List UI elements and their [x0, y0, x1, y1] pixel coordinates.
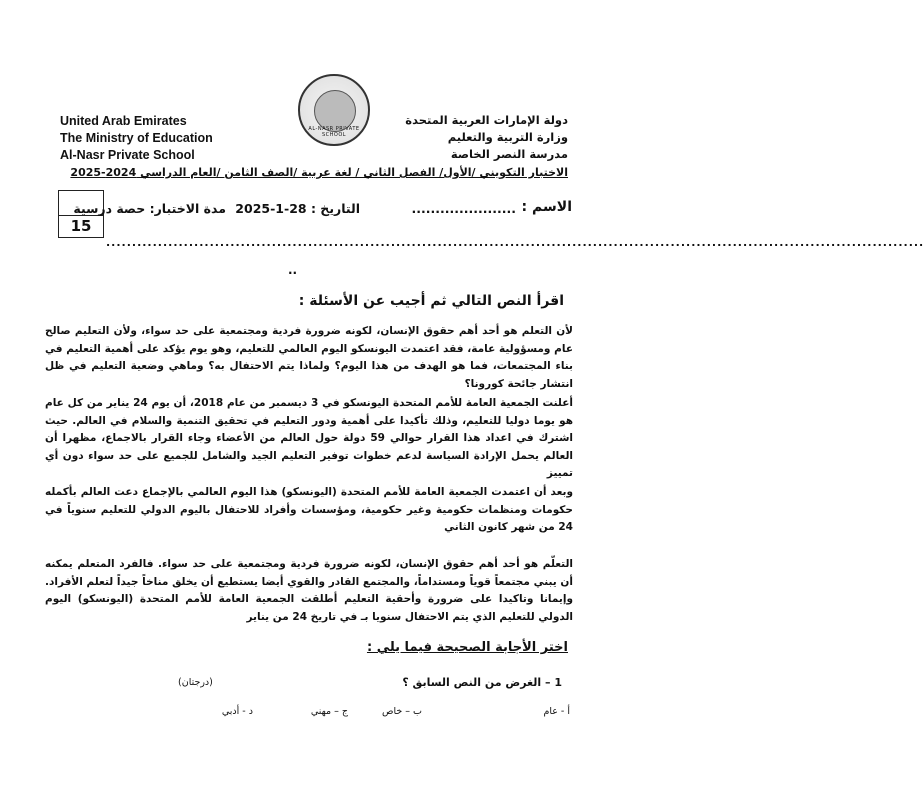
question-1: 1 – الغرض من النص السابق ؟	[402, 676, 562, 689]
reading-instruction: اقرأ النص التالي ثم أجيب عن الأسئلة :	[298, 293, 564, 309]
header-ar-ministry: وزارة التربية والتعليم	[447, 130, 568, 144]
header-ar-school: مدرسة النصر الخاصة	[450, 147, 568, 161]
paragraph-4: التعلّم هو أحد أهم حقوق الإنسان، لكونه ضرورة فردية ومجتمعية على حد سواء. فالفرد المتعلم يمكنه أن يبني مجتمعاً قوياً ومستداماً، والمجتمع القادر والقوي أيضا يستطيع أن يخلق مناخاً جيداً لتعلم الأفراد. وإيمانا وتاكيدا على ضرورة وأحقية التعليم أطلقت الجمعية العامة للأمم المتحدة (اليونسكو) اليوم الدولي للتعليم الذي يتم الاحتفال سنويا بـ في تاريخ 24 من يناير	[45, 558, 573, 623]
paragraph-3: وبعد أن اعتمدت الجمعية العامة للأمم المتحدة (اليونسكو) هذا اليوم العالمي بالإجماع دعت العالم بأكمله حكومات ومنظمات حكومية وغير حكومية، ومؤسسات وأفراد للاحتفال باليوم الدولي للتعليم سنوياً في 24 من شهر كانون الثاني	[45, 486, 573, 533]
option-c: ج – مهني	[310, 706, 348, 717]
duration-label: مدة الاختبار: حصة درسية	[73, 201, 226, 216]
exam-title: الاختبار التكويني /الأول/ الفصل الثاني / لغة عربية /الصف الثامن /العام الدراسي 2024-2025	[70, 166, 568, 179]
option-d: د - أدبي	[221, 706, 253, 717]
question-1-marks: (درجتان)	[178, 677, 213, 688]
date-label: التاريخ : 28-1-2025	[235, 201, 360, 216]
header-en-ministry: The Ministry of Education	[60, 131, 213, 145]
header-en-school: Al-Nasr Private School	[60, 148, 195, 162]
score-value: 15	[70, 217, 92, 235]
dotted-line: ..............................................................................................................................................................	[106, 236, 924, 249]
option-b: ب – خاص	[382, 706, 422, 717]
dotted-short: ..	[288, 263, 298, 277]
paragraph-2: أعلنت الجمعية العامة للأمم المتحدة اليونسكو في 3 ديسمبر من عام 2018، أن يوم 24 يناير من كل عام هو يوما دوليا للتعليم، وذلك تأكيدا على أهمية ودور التعليم في تحقيق التنمية والسلام في العالم. حيث اشترك في اعداد هذا القرار حوالي 59 دولة حول العالم من الأعضاء وجاء القرار بالاجماع، مظهرا أن العالم يحمل الإرادة السياسة لدعم خطوات توفير التعليم الجيد والشامل للجميع على حد سواء دون أي تمييز	[45, 397, 573, 479]
name-label: الاسم :	[521, 199, 572, 215]
option-a: أ - عام	[543, 706, 570, 717]
header-en-country: United Arab Emirates	[60, 114, 187, 128]
logo-text: AL-NASR PRIVATE SCHOOL	[308, 126, 360, 138]
name-dots: ......................	[411, 201, 516, 216]
paragraph-1: لأن التعلم هو أحد أهم حقوق الإنسان، لكونه ضرورة فردية ومجتمعية على حد سواء، ولأن التعليم صالح عام ومسؤولية عامة، فقد اعتمدت اليونسكو اليوم العالمي للتعليم، وهو يوم يؤكد على أهمية التعليم في بناء المجتمعات، فما هو الهدف من هذا اليوم؟ ولماذا يتم الاحتفال به؟ وماهي وضعية التعليم في ظل انتشار جائحة كورونا؟	[45, 325, 573, 390]
questions-title: اختر الأجابة الصحيحة فيما يلي :	[366, 640, 568, 655]
school-logo	[298, 74, 370, 146]
header-ar-country: دولة الإمارات العربية المتحدة	[405, 113, 568, 127]
